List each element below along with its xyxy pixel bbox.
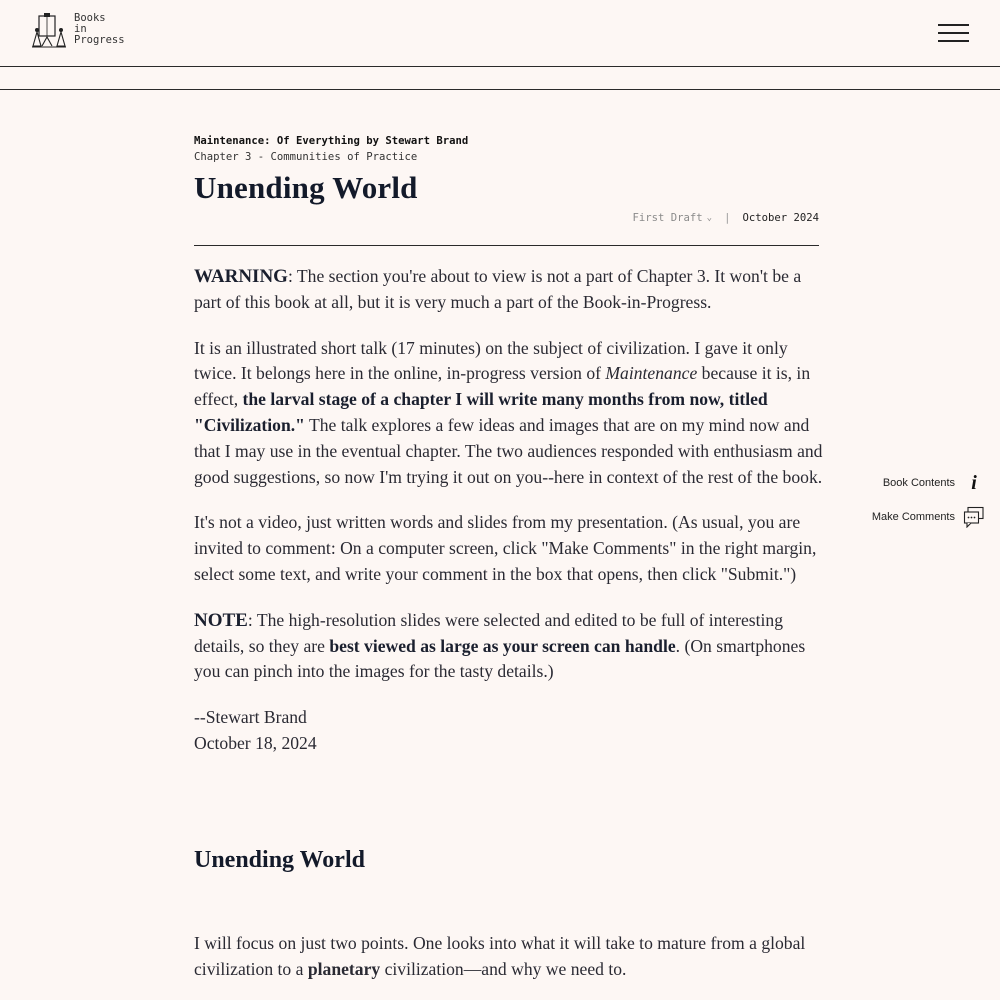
logo-icon bbox=[30, 12, 68, 50]
paragraph-instructions: It's not a video, just written words and slides from my presentation. (As usual, you are invited to comment: On a computer screen, click "Make Comments" in the right margin, select some text, and write your comment in the box that opens, then click "Submit.") bbox=[194, 512, 817, 584]
make-comments-label: Make Comments bbox=[871, 511, 955, 523]
hamburger-menu-button[interactable] bbox=[938, 22, 970, 44]
paragraph-text: civilization—and why we need to. bbox=[380, 958, 627, 979]
paragraph-text: I will focus on just two points. One looks into what it will take to mature from a global civilization to a bbox=[194, 933, 806, 979]
chapter-header bbox=[194, 134, 819, 224]
note-label: NOTE bbox=[194, 609, 248, 631]
logo-line: in bbox=[74, 23, 87, 35]
page-title: Unending World bbox=[194, 170, 418, 205]
paragraph-intro bbox=[194, 336, 826, 491]
book-contents-button[interactable] bbox=[860, 472, 985, 494]
emphasis-text: best viewed as large as your screen can handle bbox=[329, 635, 676, 656]
menu-icon-bar bbox=[938, 24, 969, 26]
draft-date: October 2024 bbox=[742, 212, 819, 224]
logo-line: Progress bbox=[74, 34, 125, 46]
site-logo[interactable] bbox=[30, 12, 125, 50]
emphasis-text: planetary bbox=[307, 958, 381, 979]
paragraph-warning bbox=[194, 264, 826, 316]
logo-text bbox=[74, 12, 125, 46]
paragraph-text: : The high-resolution slides were selected and edited to be full of interesting details, so they are bbox=[194, 609, 784, 656]
divider bbox=[0, 89, 1000, 90]
draft-label: First Draft bbox=[632, 212, 703, 224]
article-body bbox=[194, 264, 826, 757]
book-contents-label: Book Contents bbox=[882, 477, 955, 489]
warning-label: WARNING bbox=[194, 266, 288, 287]
paragraph-text: : The section you're about to view is not a part of Chapter 3. It won't be a part of this book at all, but it is very much a part of the Book-in-Progress. bbox=[194, 266, 802, 312]
logo-line: Books bbox=[74, 12, 106, 24]
paragraph-text: . (On smartphones you can pinch into the images for the tasty details.) bbox=[194, 635, 806, 682]
signature-block bbox=[194, 705, 826, 757]
menu-icon-bar bbox=[938, 32, 969, 34]
paragraph-text: because it is, in effect, bbox=[194, 363, 811, 410]
top-bar bbox=[0, 0, 1000, 67]
book-title: Maintenance: Of Everything by Stewart Brand bbox=[194, 135, 469, 147]
chapter-label: Chapter 3 - Communities of Practice bbox=[194, 151, 418, 163]
meta-separator: | bbox=[724, 212, 731, 224]
paragraph-text: It is an illustrated short talk (17 minutes) on the subject of civilization. I gave it only twice. It belongs here in the online, in-progress version of bbox=[194, 337, 788, 384]
draft-meta bbox=[632, 212, 819, 224]
menu-icon-bar bbox=[938, 40, 969, 42]
header-rule bbox=[194, 245, 819, 246]
draft-dropdown[interactable] bbox=[632, 212, 712, 224]
signature-date: October 18, 2024 bbox=[194, 732, 317, 753]
chevron-down-icon: ⌄ bbox=[706, 213, 713, 223]
signature: --Stewart Brand bbox=[194, 707, 307, 728]
comment-icon bbox=[963, 506, 985, 528]
paragraph-text: The talk explores a few ideas and images that are on my mind now and that I may use in the eventual chapter. The two audiences responded with enthusiasm and good suggestions, so now I'm trying it out on you--here in context of the rest of the book. bbox=[194, 414, 823, 487]
info-icon: i bbox=[971, 471, 977, 494]
make-comments-button[interactable] bbox=[860, 506, 985, 528]
paragraph-note bbox=[194, 608, 826, 685]
book-name-italic: Maintenance bbox=[605, 363, 698, 384]
emphasis-text: the larval stage of a chapter I will write many months from now, titled "Civilization." bbox=[194, 389, 768, 435]
paragraph-closing bbox=[194, 931, 826, 983]
section-heading: Unending World bbox=[194, 847, 365, 873]
